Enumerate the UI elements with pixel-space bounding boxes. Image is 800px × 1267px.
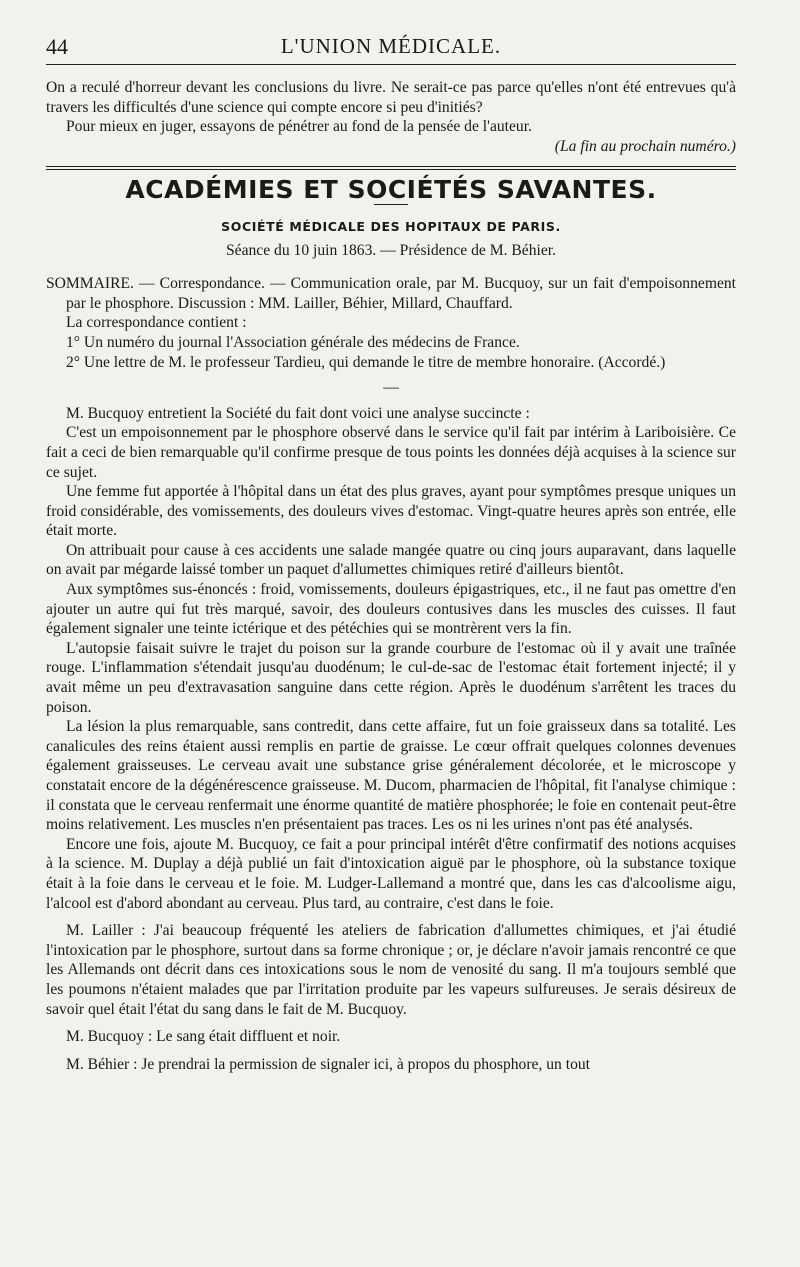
communication-paragraph: Aux symptômes sus-énoncés : froid, vomissements, douleurs épigastriques, etc., il ne faut pas omettre d'en ajouter un autre qui fut très marqué, savoir, des douleurs contusives dans les muscles des cuisses. Il faut également signaler une teinte ictérique et des pétéchies qui se montrèrent vers la fin. [46,581,736,638]
communication-paragraph: M. Bucquoy entretient la Société du fait dont voici une analyse succincte : [66,404,530,422]
correspondance-item: 2° Une lettre de M. le professeur Tardieu, qui demande le titre de membre honoraire. (Accordé.) [66,353,666,371]
communication-paragraph: Encore une fois, ajoute M. Bucquoy, ce fait a pour principal intérêt d'être confirmatif des notions acquises à la science. M. Duplay a déjà publié un fait d'intoxication aiguë par le phosphore, où la substance toxique était à la foie dans le cerveau et le foie. M. Ludger-Lallemand a montré que, dans les cas d'alcoolisme aigu, l'alcool est d'abord abondant au cerveau. Plus tard, au contraire, c'est dans le foie. [46,835,736,912]
spacer [46,1019,736,1027]
page-header [46,30,736,65]
communication-paragraph: L'autopsie faisait suivre le trajet du poison sur la grande courbure de l'estomac où il y avait une traînée rouge. L'inflammation s'étendait jusqu'au duodénum; le cul-de-sac de l'estomac était fortement injecté; il y avait même un peu d'extravasation sanguine dans cette région. Après le duodénum s'arrêtent les traces du poison. [46,639,736,716]
discussion-paragraph: M. Bucquoy : Le sang était diffluent et noir. [66,1028,341,1046]
intro-paragraph: Pour mieux en juger, essayons de pénétrer au fond de la pensée de l'auteur. [66,118,532,136]
section-divider [46,166,736,170]
communication-paragraph: Une femme fut apportée à l'hôpital dans un état des plus graves, ayant pour symptômes presque uniques un froid considérable, des vomissements, des douleurs vives d'estomac. Vingt-quatre heures après son entrée, elle était morte. [46,483,736,540]
discussion-paragraph: M. Lailler : J'ai beaucoup fréquenté les ateliers de fabrication d'allumettes chimiques, et j'ai étudié l'intoxication par le phosphore, surtout dans sa forme chronique ; or, je déclare n'avoir jamais rencontré ce que les Allemands ont décrit dans ces intoxications sous le nom de venosité du sang. Il m'a toujours semblé que les poumons n'étaient malades que par l'irritation produite par les vapeurs sulfureuses. Je serais désireux de savoir quel était l'état du sang dans le fait de M. Bucquoy. [46,922,736,1018]
separator: — [383,379,399,397]
spacer [46,913,736,921]
communication-paragraph: La lésion la plus remarquable, sans contredit, dans cette affaire, fut un foie graisseux dans sa totalité. Les canalicules des reins étaient aussi remplis en partie de graisse. Le cœur offrait quelques colonnes devenues également graisseuses. Le cerveau avait une substance grise généralement décolorée, et le microscope y constatait encore de la dégénérescence graisseuse. M. Ducom, pharmacien de l'hôpital, fit l'analyse chimique : il constata que le cerveau renfermait une énorme quantité de matière phosphorée; le foie en contenait peut-être moins relativement. Les muscles n'en présentaient pas traces. Les os ni les urines n'ont pas été analysés. [46,718,736,834]
article-body [46,78,736,1074]
correspondance-item: 1° Un numéro du journal l'Association générale des médecins de France. [66,333,520,351]
sommaire-text: — Correspondance. — Communication orale, par M. Bucquoy, sur un fait d'empoisonnement par le phosphore. Discussion : MM. Lailler, Béhier, Millard, Chauffard. [66,275,736,312]
intro-paragraph: On a reculé d'horreur devant les conclusions du livre. Ne serait-ce pas parce qu'elles n'ont été entrevues qu'à travers les difficultés d'une science qui compte encore si peu d'initiés? [46,79,736,116]
communication-paragraph: On attribuait pour cause à ces accidents une salade mangée quatre ou cinq jours auparavant, dans laquelle on avait par mégarde laissé tomber un paquet d'allumettes chimiques retiré d'ailleurs bientôt. [46,541,736,579]
section-title: ACADÉMIES ET SOCIÉTÉS SAVANTES. [125,175,657,205]
seance-line: Séance du 10 juin 1863. — Présidence de M. Béhier. [226,241,556,259]
spacer [46,1047,736,1055]
title-rule [374,204,408,205]
sommaire [46,274,736,313]
journal-title: L'UNION MÉDICALE. [280,34,502,58]
discussion-paragraph: M. Béhier : Je prendrai la permission de signaler ici, à propos du phosphore, un tout [66,1055,591,1073]
correspondance-intro: La correspondance contient : [66,314,247,332]
page-number: 44 [46,34,68,59]
sommaire-label: SOMMAIRE. [46,275,134,293]
continued-note: (La fin au prochain numéro.) [554,137,736,155]
communication-paragraph: C'est un empoisonnement par le phosphore observé dans le service qu'il fait par intérim à Lariboisière. Ce fait a ceci de bien remarquable qu'il confirme presque de tous points les données déjà acquises à la science sur ce sujet. [46,424,736,481]
society-name: SOCIÉTÉ MÉDICALE DES HOPITAUX DE PARIS. [221,218,561,234]
